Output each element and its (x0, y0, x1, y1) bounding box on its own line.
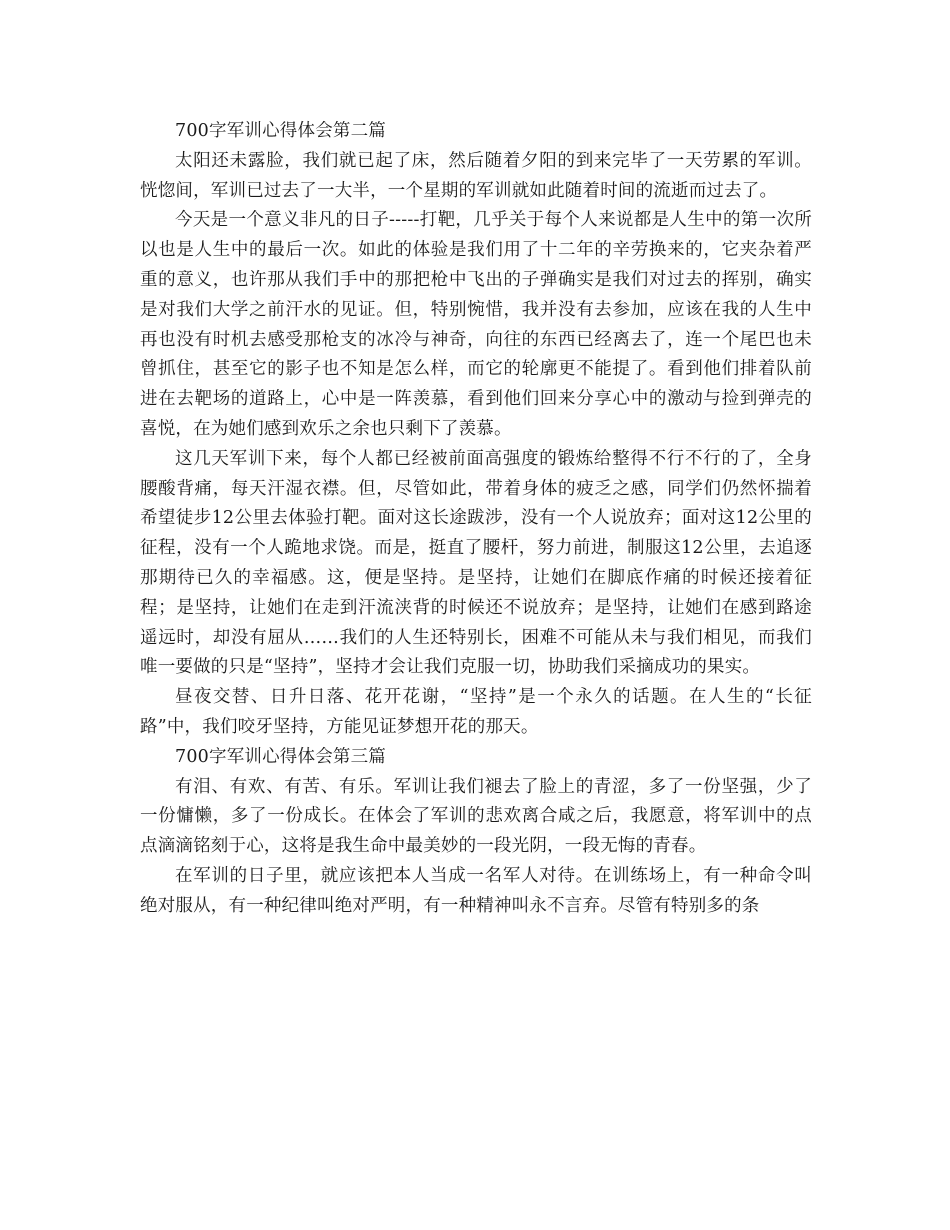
paragraph: 在军训的日子里，就应该把本人当成一名军人对待。在训练场上，有一种命令叫绝对服从，有一种纪律叫绝对严明，有一种精神叫永不言弃。尽管有特别多的条 (140, 865, 812, 916)
paragraph: 有泪、有欢、有苦、有乐。军训让我们褪去了脸上的青涩，多了一份坚强，少了一份慵懒，多了一份成长。在体会了军训的悲欢离合咸之后，我愿意，将军训中的点点滴滴铭刻于心，这将是我生命中最美妙的一段光阴，一段无悔的青春。 (140, 776, 812, 857)
paragraph: 这几天军训下来，每个人都已经被前面高强度的锻炼给整得不行不行的了，全身腰酸背痛，每天汗湿衣襟。但，尽管如此，带着身体的疲乏之感，同学们仍然怀揣着希望徒步12公里去体验打靶。面对这长途跋涉，没有一个人说放弃；面对这12公里的征程，没有一个人跪地求饶。而是，挺直了腰杆，努力前进，制服这12公里，去追逐那期待已久的幸福感。这，便是坚持。是坚持，让她们在脚底作痛的时候还接着征程；是坚持，让她们在走到汗流浃背的时候还不说放弃；是坚持，让她们在感到路途遥远时，却没有屈从……我们的人生还特别长，困难不可能从未与我们相见，而我们唯一要做的只是“坚持”，坚持才会让我们克服一切，协助我们采摘成功的果实。 (140, 448, 812, 678)
section-heading-3: 700字军训心得体会第三篇 (175, 746, 387, 767)
document-body (140, 117, 812, 922)
paragraph: 今天是一个意义非凡的日子-----打靶，几乎关于每个人来说都是人生中的第一次所以也是人生中的最后一次。如此的体验是我们用了十二年的辛劳换来的，它夹杂着严重的意义，也许那从我们手中的那把枪中飞出的子弹确实是我们对过去的挥别，确实是对我们大学之前汗水的见证。但，特别惋惜，我并没有去参加，应该在我的人生中再也没有时机去感受那枪支的冰冷与神奇，向往的东西已经离去了，连一个尾巴也未曾抓住，甚至它的影子也不知是怎么样，而它的轮廓更不能提了。看到他们排着队前进在去靶场的道路上，心中是一阵羡慕，看到他们回来分享心中的激动与捡到弹壳的喜悦，在为她们感到欢乐之余也只剩下了羡慕。 (140, 210, 812, 439)
paragraph: 太阳还未露脸，我们就已起了床，然后随着夕阳的到来完毕了一天劳累的军训。恍惚间，军训已过去了一大半，一个星期的军训就如此随着时间的流逝而过去了。 (140, 150, 812, 201)
paragraph: 昼夜交替、日升日落、花开花谢，“坚持”是一个永久的话题。在人生的“长征路”中，我们咬牙坚持，方能见证梦想开花的那天。 (140, 687, 812, 737)
section-heading-2: 700字军训心得体会第二篇 (175, 121, 387, 141)
